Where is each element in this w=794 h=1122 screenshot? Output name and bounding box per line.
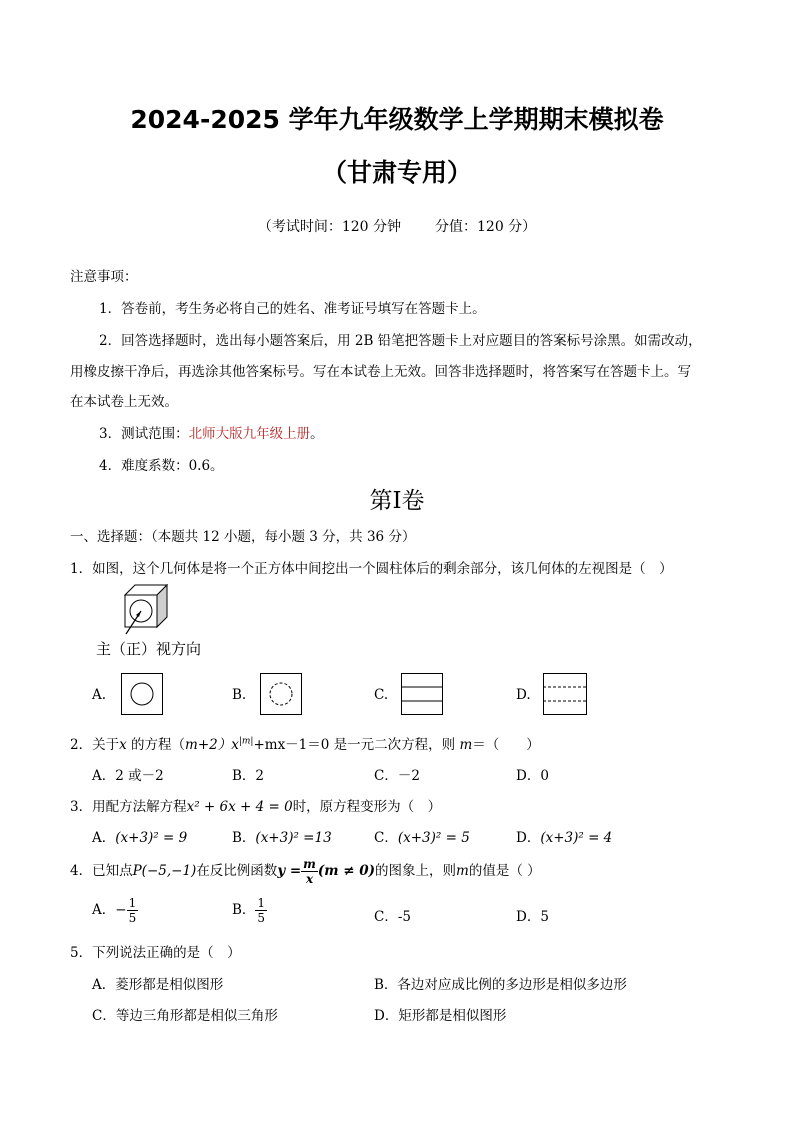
q4-point: P(−5,−1) — [132, 863, 197, 879]
notice-item-2-end: 在本试卷上无效。 — [70, 394, 178, 410]
q1-option-c-figure — [401, 673, 443, 715]
q5-option-a: A．菱形都是相似图形 — [92, 977, 224, 993]
q3-option-c: C．(x+3)² = 5 — [374, 830, 470, 846]
notice-item-1: 1．答卷前，考生务必将自己的姓名、准考证号填写在答题卡上。 — [99, 301, 486, 317]
section-title: 第I卷 — [369, 488, 425, 514]
q1-option-d-label: D. — [516, 687, 531, 703]
q4-stem: 4．已知点P(−5,−1)在反比例函数y = $\frac{m}{x}$ (m ≠ 0)的图象上，则m的值是（ ） — [70, 857, 541, 886]
q3-equation: x² + 6x + 4 = 0 — [186, 799, 293, 815]
q2-option-b: B．2 — [232, 768, 265, 784]
test-range: 北师大版九年级上册 — [188, 426, 311, 442]
q5-option-d: D．矩形都是相似图形 — [374, 1008, 507, 1024]
exam-info — [0, 216, 794, 236]
q4-option-a: A．− $\frac{1}{5}$ — [92, 896, 137, 925]
notice-item-4: 4．难度系数：0.6。 — [99, 458, 224, 474]
cube-figure — [118, 584, 170, 636]
notice-item-2-cont: 用橡皮擦干净后，再选涂其他答案标号。写在本试卷上无效。回答非选择题时，将答案写在答题卡上。写 — [70, 364, 691, 380]
q1-option-d-figure — [543, 673, 587, 715]
q2-option-a: A．2 或－2 — [92, 768, 164, 784]
q3-option-d: D．(x+3)² = 4 — [516, 830, 613, 846]
q1-option-c-label: C. — [374, 687, 389, 703]
part-heading: 一、选择题：（本题共 12 小题，每小题 3 分，共 36 分） — [70, 529, 416, 545]
exam-title: 2024-2025 学年九年级数学上学期期末模拟卷 — [130, 105, 664, 134]
q5-stem: 5．下列说法正确的是（ ） — [70, 945, 241, 961]
q4-option-d: D．5 — [516, 909, 549, 925]
q1-option-a-figure — [121, 673, 163, 715]
q1-option-b-figure — [260, 673, 302, 715]
notice-label: 注意事项： — [70, 269, 138, 285]
q3-stem: 3．用配方法解方程x² + 6x + 4 = 0时，原方程变形为（ ） — [70, 799, 442, 815]
notice-item-2: 2．回答选择题时，选出每小题答案后，用 2B 铅笔把答题卡上对应题目的答案标号涂黑。如需改动， — [99, 333, 702, 349]
exam-time: （考试时间：120 分钟 — [257, 219, 401, 235]
q2-option-c: C．－2 — [374, 768, 420, 784]
q1-option-b-label: B. — [232, 687, 247, 703]
q4-function-fraction: $\frac{m}{x}$ — [303, 857, 316, 886]
q1-option-a-label: A. — [92, 687, 107, 703]
notice-item-3: 3．测试范围：北师大版九年级上册。 — [99, 426, 324, 442]
exam-subtitle: （甘肃专用） — [321, 158, 472, 187]
q5-option-c: C．等边三角形都是相似三角形 — [92, 1008, 278, 1024]
q1-stem: 1．如图，这个几何体是将一个正方体中间挖出一个圆柱体后的剩余部分，该几何体的左视图是（ ） — [70, 561, 673, 577]
exam-score: 分值：120 分） — [435, 219, 537, 235]
q2-stem: 2．关于x 的方程$(m+2)x^{|m|}+mx-1=0$ 是一元二次方程，则 m＝（ ） — [70, 736, 540, 753]
view-direction-label: 主（正）视方向 — [96, 640, 202, 658]
q2-option-d: D．0 — [516, 768, 549, 784]
q4-option-b: B． $\frac{1}{5}$ — [232, 896, 266, 925]
q4-option-c: C．-5 — [374, 909, 411, 925]
q5-option-b: B．各边对应成比例的多边形是相似多边形 — [374, 977, 627, 993]
q3-option-b: B．(x+3)² =13 — [232, 830, 332, 846]
q3-option-a: A．(x+3)² = 9 — [92, 830, 188, 846]
